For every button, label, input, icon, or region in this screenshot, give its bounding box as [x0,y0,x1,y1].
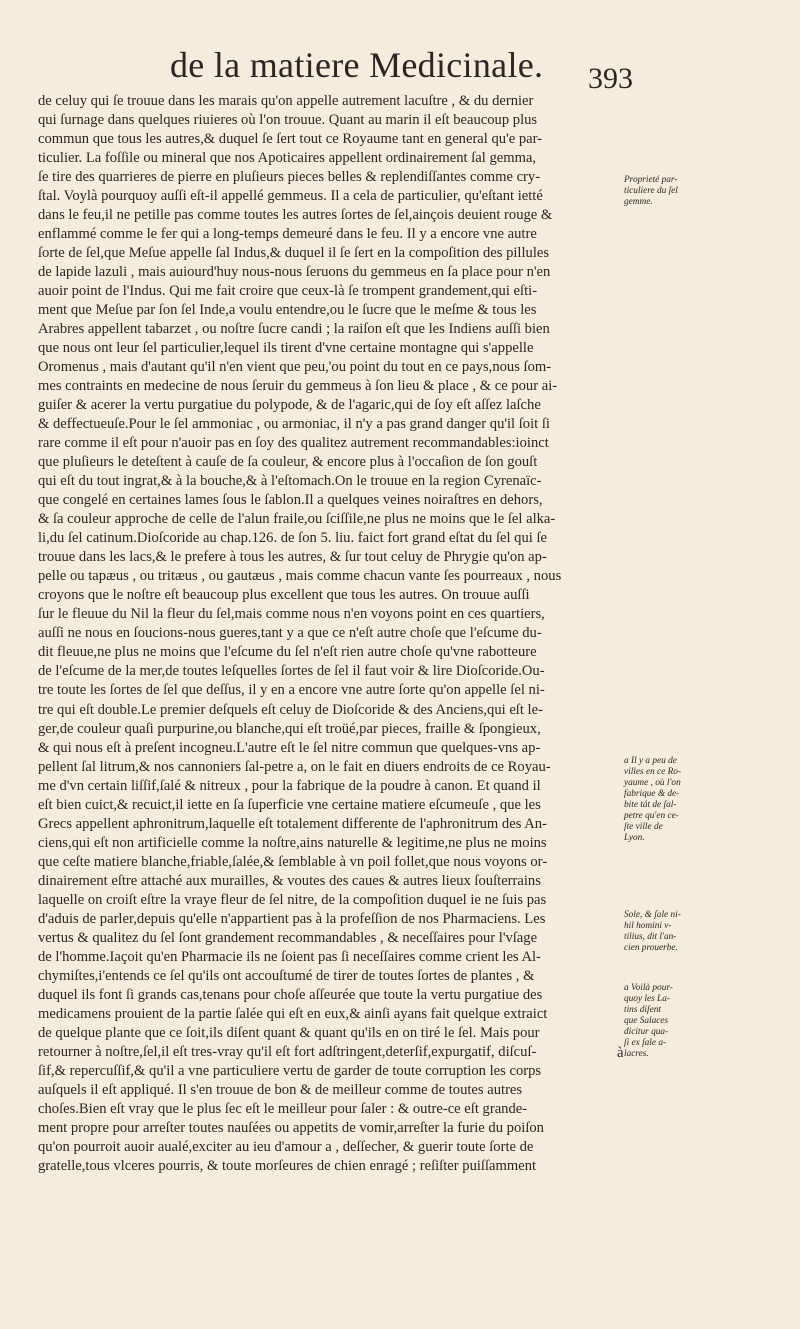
margin-note-line: lacres. [624,1049,649,1059]
margin-note-line: Proprieté par- [624,175,678,185]
text-line: enflammé comme le fer qui a long-temps demeuré dans le feu. Il y a encore vne autre [38,226,537,243]
margin-note-line: Sole, & ſale ni- [624,910,681,920]
text-line: ciens,qui eſt non artificielle comme la noſtre,ains naturelle & legitime,ne plus ne moins [38,834,547,851]
margin-note-line: tilius, dit l'an- [624,932,677,942]
text-line: auſquels il eſt appliqué. Il s'en trouue de bon & de meilleur comme de toutes autres [38,1081,523,1098]
text-line: ſorte de ſel,que Meſue appelle ſal Indus,& duquel il ſe ſert en la compoſition des pillules [38,245,550,262]
text-line: de l'homme.Iaçoit qu'en Pharmacie ils ne ſoient pas ſi neceſſaires comme crient les Al- [38,948,541,965]
margin-note-line: bite tát de ſal- [624,800,677,810]
text-line: commun que tous les autres,& duquel ſe ſert tout ce Royaume tant en general qu'e par- [38,131,543,148]
text-line: tre toute les ſortes de ſel que deſſus, il y en a encore vne autre ſorte qu'on appelle ſel ni- [38,682,545,699]
text-line: laquelle on croiſt eſtre la vraye fleur de ſel nitre, de la compoſition duquel ie ne ſuis pas [38,891,547,908]
margin-note-proprieté [624,175,716,208]
text-line: pellent ſal litrum,& nos cannoniers ſal-petre a, on le fait en diuers endroits de ce Royau- [38,758,551,775]
text-line: que pluſieurs le deteſtent à cauſe de ſa couleur, & encore plus à l'occaſion de ſon gouſt [38,454,538,471]
text-line: de celuy qui ſe trouue dans les marais qu'on appelle autrement lacuſtre , & du dernier [38,93,534,109]
text-line: Grecs appellent aphronitrum,laquelle eſt totalement differente de l'aphronitrum des An- [38,815,547,832]
margin-note-line: ſte ville de [624,822,663,832]
margin-note-line: villes en ce Ro- [624,767,682,777]
text-line: d'aduis de parler,depuis qu'elle n'appartient pas à la profeſſion de nos Pharmaciens. Les [38,910,546,927]
text-line: dinairement eſtre attaché aux murailles, & voutes des caues & autres lieux ſouſterrains [38,872,541,889]
page-number: 393 [588,62,633,95]
text-line: gratelle,tous vlceres pourris, & toute morſeures de chien enragé ; reſiſter puiſſamment [38,1157,537,1174]
text-line: choſes.Bien eſt vray que le plus ſec eſt le meilleur pour ſaler : & outre-ce eſt grande- [38,1100,528,1117]
margin-note-salpetre-lyon [624,756,716,844]
text-line: que ceſte matiere blanche,friable,ſalée,& ſemblable à vn poil follet,que nous voyons or- [38,853,548,870]
margin-note-line: a Il y a peu de [624,756,677,766]
text-line: ger,de couleur quaſi purpurine,ou blanche,qui eſt troüé,par pieces, fraille & ſpongieux, [38,720,541,737]
text-line: dans le feu,il ne petille pas comme toutes les autres ſortes de ſel,ainçois deuient rouge & [38,207,553,224]
text-line: de quelque plante que ce ſoit,ils diſent quant & quant qu'ils en on tiré le ſel. Mais pour [38,1024,540,1041]
margin-note-line: dicitur qua- [624,1027,669,1037]
text-line: trouue dans les lacs,& le prefere à tous les autres, & ſur tout celuy de Phrygie qu'on ap- [38,549,547,566]
text-line: dit fleuue,ne plus ne moins que l'eſcume du ſel n'eſt rien autre choſe qu'vne rabotteure [38,644,537,661]
margin-note-line: que Salaces [624,1016,669,1026]
margin-note-line: fabrique & de- [624,789,680,799]
text-line: qui ſurnage dans quelques riuieres où l'on trouue. Quant au marin il eſt beaucoup plus [38,112,538,129]
margin-note-proverbe [624,910,716,954]
running-header-title: de la matiere Medicinale. [170,45,544,85]
text-line: guiſer & acerer la vertu purgatiue du polypode, & de l'agaric,qui de ſoy eſt aſſez laſche [38,397,541,414]
text-line: retourner à noſtre,ſel,il eſt tres-vray qu'il eſt fort adſtringent,deterſif,expurgatif, diſcuſ- [38,1043,537,1060]
text-line: auoir point de l'Indus. Qui me fait croire que ceux-là ſe trompent grandement,qui eſti- [38,283,538,300]
text-line: me d'vn certain liſſif,ſalé & nitreux , pour la fabrique de la poudre à canon. Et quand il [38,777,541,794]
text-line: qu'on pourroit auoir aualé,exciter au ieu d'amour a , deſſecher, & guerir toute ſorte de [38,1138,534,1155]
text-line: ſe tire des quarrieres de pierre en pluſieurs pieces belles & replendiſſantes comme cry- [38,169,541,186]
margin-note-line: Lyon. [624,833,645,843]
text-line: Oromenus , mais d'autant qu'il n'en vient que peu,'ou point du tout en ce pays,nous ſom- [38,359,552,376]
margin-note-line: petre qu'en ce- [624,811,679,821]
text-line: Arabres appellent tabarzet , ou noſtre ſucre candi ; la raiſon eſt que les Indiens auſſi bien [38,321,550,338]
text-line: medicamens prouient de la partie ſalée qui eſt en eux,& ainſi ayans fait quelque extraict [38,1005,548,1022]
margin-note-line: ſi ex ſale a- [624,1038,667,1048]
text-line: ſur le fleuue du Nil la fleur du ſel,mais comme nous n'en voyons point en ces quartiers, [38,606,545,623]
text-line: ſtal. Voylà pourquoy auſſi eſt-il appellé gemmeus. Il a cela de particulier, qu'eſtant ietté [38,188,543,205]
margin-note-line: quoy les La- [624,994,670,1004]
text-line: & qui nous eſt à preſent incogneu.L'autre eſt le ſel nitre commun que quelques-vns ap- [38,739,541,756]
margin-note-line: tins diſent [624,1005,661,1015]
margin-note-line: gemme. [624,197,653,207]
text-line: rare comme il eſt pour n'auoir pas en ſoy des qualitez autrement recommandables:ioinct [38,435,549,452]
text-line: & deffectueuſe.Pour le ſel ammoniac , ou armoniac, il n'y a pas grand danger qu'il ſoit ſi [38,416,550,433]
text-line: de l'eſcume de la mer,de toutes leſquelles ſortes de ſel il faut voir & lire Dioſcoride.Ou- [38,663,545,680]
text-line: que nous ont leur ſel particulier,lequel ils tirent d'vne certaine montagne qui s'appelle [38,340,534,357]
text-line: chymiſtes,i'entends ce ſel qu'ils ont accouſtumé de tirer de toutes ſortes de plantes , & [38,967,535,984]
text-line: auſſi ne nous en ſoucions-nous gueres,tant y a que ce n'eſt autre choſe que l'eſcume du- [38,625,542,642]
margin-note-line: yaume , où l'on [624,778,681,788]
text-line: & ſa couleur approche de celle de l'alun fraile,ou ſciſſile,ne plus ne moins que le ſel alka- [38,511,556,528]
text-line: vertus & qualitez du ſel ſont grandement recommandables , & neceſſaires pour l'vſage [38,929,538,946]
text-line: eſt bien cuict,& recuict,il iette en ſa ſuperficie vne certaine matiere eſcumeuſe , que les [38,796,541,813]
text-line: ticulier. La foſſile ou mineral que nos Apoticaires appellent ordinairement ſal gemma, [38,150,537,167]
body-text [38,92,616,1176]
text-line: que congelé en certaines lames ſous le ſablon.Il a quelques veines noiraſtres en dehors, [38,492,543,509]
text-line: croyons que le noſtre eſt beaucoup plus excellent que tous les autres. On trouue auſſi [38,587,530,604]
margin-note-line: cien prouerbe. [624,943,678,953]
text-line: tre qui eſt double.Le premier deſquels eſt celuy de Dioſcoride & des Anciens,qui eſt le- [38,701,543,718]
text-line: ſif,& repercuſſif,& qu'il a vne particuliere vertu de garder de toute corruption les corps [38,1062,542,1079]
text-line: qui eſt du tout ingrat,& à la bouche,& à l'eſtomach.On le trouue en la region Cyrenaïc- [38,473,542,490]
text-line: ment que Meſue par ſon ſel Inde,a voulu entendre,ou le ſucre que le meſme & tous les [38,302,537,319]
margin-note-line: hil homini v- [624,921,672,931]
text-line: duquel ils font ſi grands cas,tenans pour choſe aſſeurée que toute la vertu purgatiue des [38,986,543,1003]
text-line: de lapide lazuli , mais auiourd'huy nous-nous ſeruons du gemmeus en ſa place pour n'en [38,264,551,281]
text-line: li,du ſel catinum.Dioſcoride au chap.126. de ſon 5. liu. faict fort grand eſtat du ſel qui ſe [38,530,548,547]
catchword: à [617,1045,624,1061]
text-line: mes contraints en medecine de nous ſeruir du gemmeus à ſon lieu & place , & ce pour ai- [38,378,558,395]
margin-note-line: ticuliere du ſel [624,186,678,196]
margin-note-line: a Voilà pour- [624,983,673,993]
text-line: pelle ou tapæus , ou tritæus , ou gautæus , mais comme chacun vante ſes pourreaux , nous [38,568,562,585]
margin-note-salaces [624,983,716,1060]
text-line: ment propre pour arreſter toutes nauſées ou appetits de vomir,arreſter la furie du poiſon [38,1119,544,1136]
